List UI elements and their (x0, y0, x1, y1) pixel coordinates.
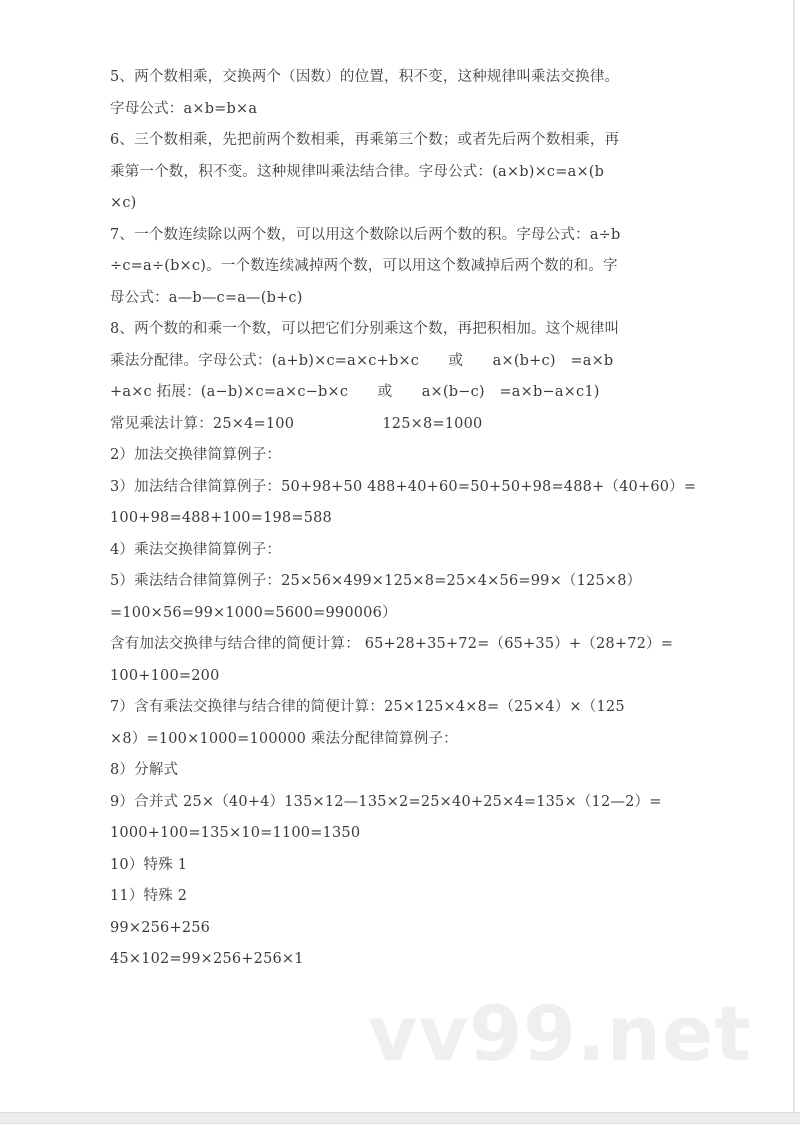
page-separator (0, 1112, 800, 1124)
text-line-example-7-b: ×8）=100×1000=100000 乘法分配律简算例子： (110, 730, 458, 747)
text-line-law-6-b: 乘第一个数，积不变。这种规律叫乘法结合律。字母公式：(a×b)×c=a×(b (110, 163, 605, 180)
text-line-law-7-b: ÷c=a÷(b×c)。一个数连续减掉两个数，可以用这个数减掉后两个数的和。字 (110, 258, 618, 274)
text-line-example-9-b: 1000+100=135×10=1100=1350 (110, 825, 361, 841)
document-content (110, 62, 697, 976)
text-line-law-8-a: 8、两个数的和乘一个数，可以把它们分别乘这个数，再把积相加。这个规律叫 (110, 321, 620, 337)
text-line-law-7-c: 母公式：a—b—c=a—(b+c) (110, 289, 303, 306)
text-line-law-5-formula: 字母公式：a×b=b×a (110, 100, 258, 117)
text-line-example-5-a: 5）乘法结合律简算例子：25×56×499×125×8=25×4×56=99×（125×8） (110, 573, 642, 589)
text-line-law-8-c: +a×c 拓展：(a−b)×c=a×c−b×c 或 a×(b−c) =a×b−a×c1) (110, 384, 600, 400)
text-line-example-7-a: 7）含有乘法交换律与结合律的简便计算：25×125×4×8=（25×4）×（125 (110, 699, 625, 715)
watermark-text: vv99.net (368, 989, 752, 1078)
text-line-example-11-expr-a: 99×256+256 (110, 919, 211, 936)
text-line-example-6-a: 含有加法交换律与结合律的简便计算： 65+28+35+72=（65+35）+（28+72）= (110, 636, 674, 652)
text-line-example-4: 4）乘法交换律简算例子： (110, 541, 282, 558)
text-line-law-5-title: 5、两个数相乘，交换两个（因数）的位置，积不变，这种规律叫乘法交换律。 (110, 69, 620, 85)
text-line-law-6-c: ×c) (110, 195, 137, 211)
next-page-top (0, 1124, 800, 1137)
text-line-example-11: 11）特殊 2 (110, 888, 188, 904)
text-line-example-9-a: 9）合并式 25×（40+4）135×12—135×2=25×40+25×4=135×（12—2）= (110, 793, 662, 810)
text-line-common-multiplication: 常见乘法计算：25×4=100 125×8=1000 (110, 415, 483, 432)
text-line-law-6-a: 6、三个数相乘，先把前两个数相乘，再乘第三个数；或者先后两个数相乘，再 (110, 132, 620, 148)
text-line-example-8: 8）分解式 (110, 762, 179, 778)
text-line-example-5-b: =100×56=99×1000=5600=990006） (110, 604, 397, 621)
text-line-example-10: 10）特殊 1 (110, 856, 188, 873)
text-line-law-8-b: 乘法分配律。字母公式：(a+b)×c=a×c+b×c 或 a×(b+c) =a×b (110, 352, 614, 369)
text-line-example-2: 2）加法交换律简算例子： (110, 447, 282, 463)
text-line-law-7-a: 7、一个数连续除以两个数，可以用这个数除以后两个数的积。字母公式：a÷b (110, 226, 621, 243)
text-line-example-3-a: 3）加法结合律简算例子：50+98+50 488+40+60=50+50+98=488+（40+60）= (110, 478, 697, 495)
text-line-example-3-b: 100+98=488+100=198=588 (110, 510, 332, 526)
text-line-example-11-expr-b: 45×102=99×256+256×1 (110, 951, 304, 967)
text-line-example-6-b: 100+100=200 (110, 667, 220, 684)
